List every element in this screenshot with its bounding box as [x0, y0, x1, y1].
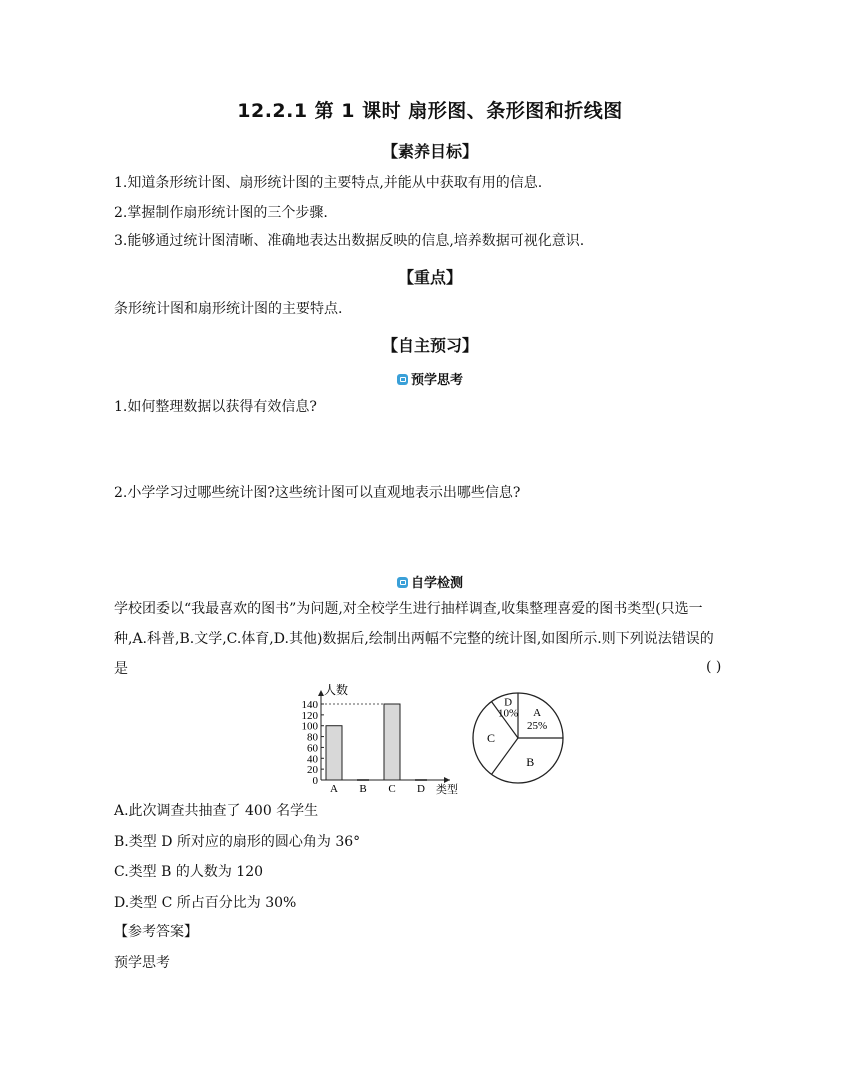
bar-xlabel: 类型	[436, 784, 458, 796]
problem-line-1: 学校团委以“我最喜欢的图书”为问题,对全校学生进行抽样调查,收集整理喜爱的图书类型(只选一	[114, 601, 703, 617]
bar-y-tick-label: 0	[312, 775, 318, 787]
bar-y-tick-label: 120	[301, 709, 318, 722]
pie-slice-percent-A: 25%	[527, 719, 548, 732]
preview-subheading	[0, 369, 860, 388]
preview-subheading-label: 预学思考	[410, 373, 463, 388]
pie-slice-percent-D: 10%	[498, 707, 519, 720]
key-heading: 【重点】	[397, 268, 462, 287]
goal-1: 1.知道条形统计图、扇形统计图的主要特点,并能从中获取有用的信息.	[114, 175, 543, 191]
bar-chart-axes	[302, 690, 451, 787]
preview-question-1: 1.如何整理数据以获得有效信息?	[114, 399, 317, 415]
problem-line-3: 是	[114, 661, 128, 677]
check-subheading	[0, 572, 860, 591]
option-c: C.类型 B 的人数为 120	[114, 864, 264, 880]
check-icon	[397, 577, 408, 588]
answer-blank: ( )	[706, 659, 722, 675]
page-title: 12.2.1 第 1 课时 扇形图、条形图和折线图	[237, 100, 623, 122]
bar-category-label: A	[330, 783, 338, 795]
pie-slice-label-C: C	[486, 731, 496, 745]
pie-slice-label-B: B	[526, 755, 535, 770]
bar-category-label: D	[417, 783, 425, 795]
book-icon	[397, 374, 408, 385]
check-subheading-label: 自学检测	[410, 576, 463, 591]
goals-heading: 【素养目标】	[381, 142, 478, 161]
bar-category-label: B	[359, 783, 367, 795]
bar-chart-marks	[326, 704, 427, 795]
goal-3: 3.能够通过统计图清晰、准确地表达出数据反映的信息,培养数据可视化意识.	[114, 233, 585, 249]
bar-y-tick-label: 40	[307, 753, 318, 766]
goal-2: 2.掌握制作扇形统计图的三个步骤.	[114, 205, 328, 221]
option-a: A.此次调查共抽查了 400 名学生	[114, 803, 319, 819]
bar-y-tick-label: 20	[307, 764, 318, 777]
bar-chart	[288, 682, 468, 798]
pie-chart	[468, 688, 568, 788]
bar-x-arrow	[444, 777, 450, 783]
problem-line-2: 种,A.科普,B.文学,C.体育,D.其他)数据后,绘制出两幅不完整的统计图,如图所示.则下列说法错误的	[114, 631, 714, 647]
bar-y-tick-label: 140	[301, 699, 318, 711]
bar-y-tick-label: 80	[307, 731, 318, 744]
answer-subheading: 预学思考	[114, 955, 170, 971]
bar-category-label: C	[388, 783, 396, 795]
bar-C	[384, 704, 400, 780]
bar-y-tick-label: 100	[301, 720, 318, 733]
pie-chart-marks	[473, 693, 563, 783]
pie-slice-label-D: D	[504, 696, 513, 709]
answer-heading: 【参考答案】	[114, 924, 198, 940]
key-text: 条形统计图和扇形统计图的主要特点.	[114, 301, 343, 317]
bar-y-tick-label: 60	[307, 742, 318, 755]
option-d: D.类型 C 所占百分比为 30%	[114, 895, 297, 911]
bar-A	[326, 726, 342, 780]
preview-question-2: 2.小学学习过哪些统计图?这些统计图可以直观地表示出哪些信息?	[114, 485, 521, 501]
preview-heading: 【自主预习】	[381, 336, 478, 355]
option-b: B.类型 D 所对应的扇形的圆心角为 36°	[114, 834, 361, 850]
bar-ylabel: 人数	[324, 683, 349, 697]
pie-slice-label-A: A	[533, 706, 542, 719]
